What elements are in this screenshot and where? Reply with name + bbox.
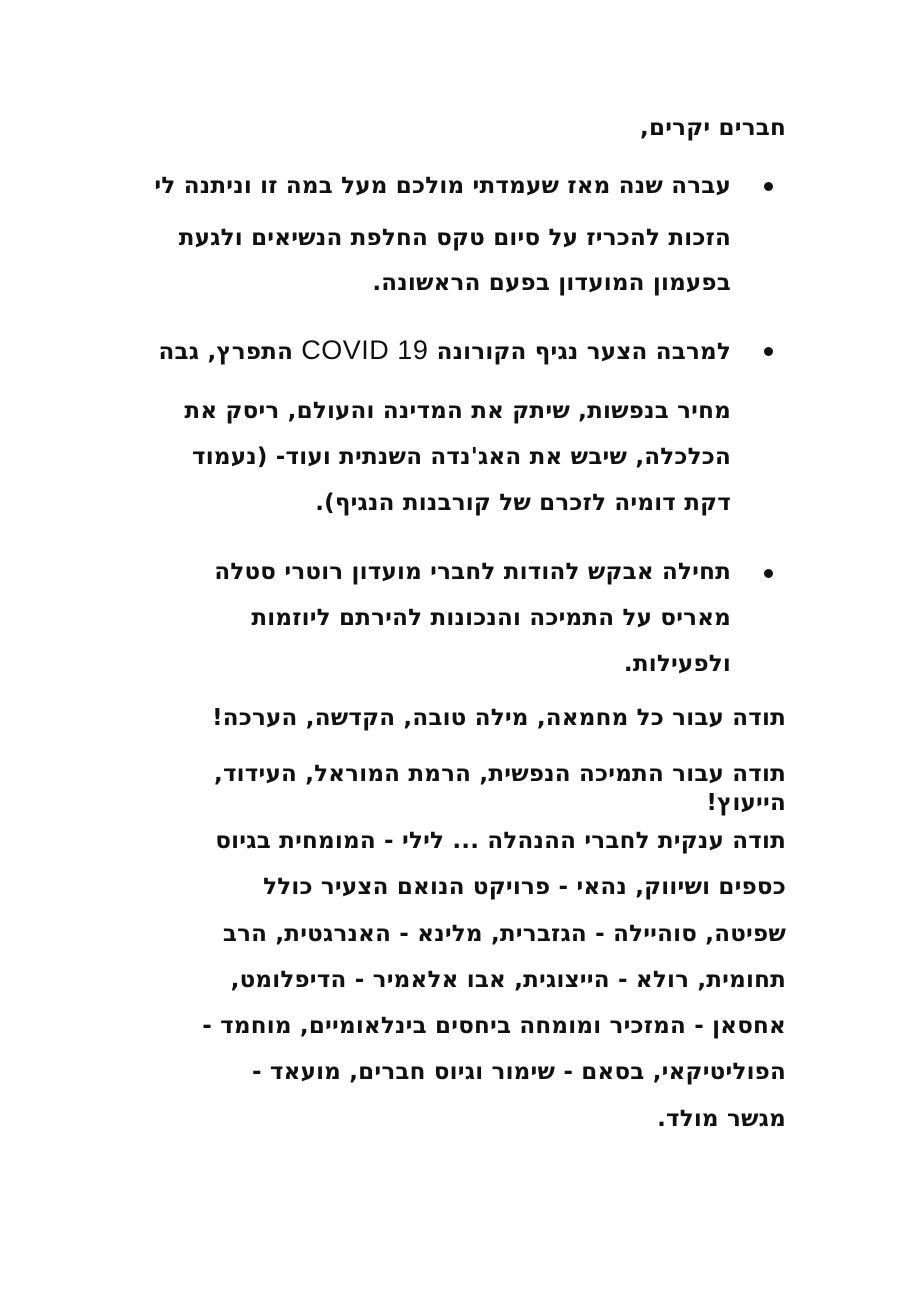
bullet1-line3: בפעמון המועדון בפעם הראשונה. [372,270,731,296]
bullet2-line1-post: התפרץ, גבה [158,339,294,365]
thanks-compliments: תודה עבור כל מחמאה, מילה טובה, הקדשה, הערכה! [212,705,786,731]
thanks-board-line4: תחומית, רולא - הייצוגית, אבו אלאמיר - הדיפלומט, [230,967,786,993]
bullet-marker [764,347,773,356]
bullet3-line3: ולפעילות. [623,651,731,677]
bullet2-line4: דקת דומיה לזכרם של קורבנות הנגיף). [315,490,731,516]
bullet3-line2: מאריס על התמיכה והנכונות להירתם ליוזמות [251,605,731,631]
bullet-marker [764,569,773,578]
bullet2-line1-pre: למרבה הצער נגיף הקורונה [436,339,731,365]
thanks-board-line7: מגשר מולד. [657,1106,786,1132]
bullet2-line3: הכלכלה, שיבש את האג'נדה השנתית ועוד- (נעמוד [192,444,731,470]
bullet2-line1 [159,335,731,367]
bullet-marker [764,182,773,191]
thanks-support-line2: הייעוץ! [706,790,786,816]
greeting: חברים יקרים, [640,115,786,141]
covid-19-label: COVID 19 [301,335,429,365]
thanks-board-line2: כספים ושיווק, נהאי - פרויקט הנואם הצעיר כולל [263,874,786,900]
thanks-board-line1: תודה ענקית לחברי ההנהלה ... לילי - המומחית בגיוס [215,828,786,854]
bullet2-line2: מחיר בנפשות, שיתק את המדינה והעולם, ריסק את [184,398,731,424]
bullet3-line1: תחילה אבקש להודות לחברי מועדון רוטרי סטלה [214,559,731,585]
thanks-board-line5: אחסאן - המזכיר ומומחה ביחסים בינלאומיים, מוחמד - [202,1013,786,1039]
thanks-board-line6: הפוליטיקאי, בסאם - שימור וגיוס חברים, מועאד - [251,1059,786,1085]
bullet1-line1: עברה שנה מאז שעמדתי מולכם מעל במה זו וניתנה לי [154,173,731,199]
thanks-support-line1: תודה עבור התמיכה הנפשית, הרמת המוראל, העידוד, [214,761,786,787]
bullet1-line2: הזכות להכריז על סיום טקס החלפת הנשיאים ולגעת [178,225,731,251]
thanks-board-line3: שפיטה, סוהיילה - הגזברית, מלינא - האנרגטית, הרב [222,921,786,947]
